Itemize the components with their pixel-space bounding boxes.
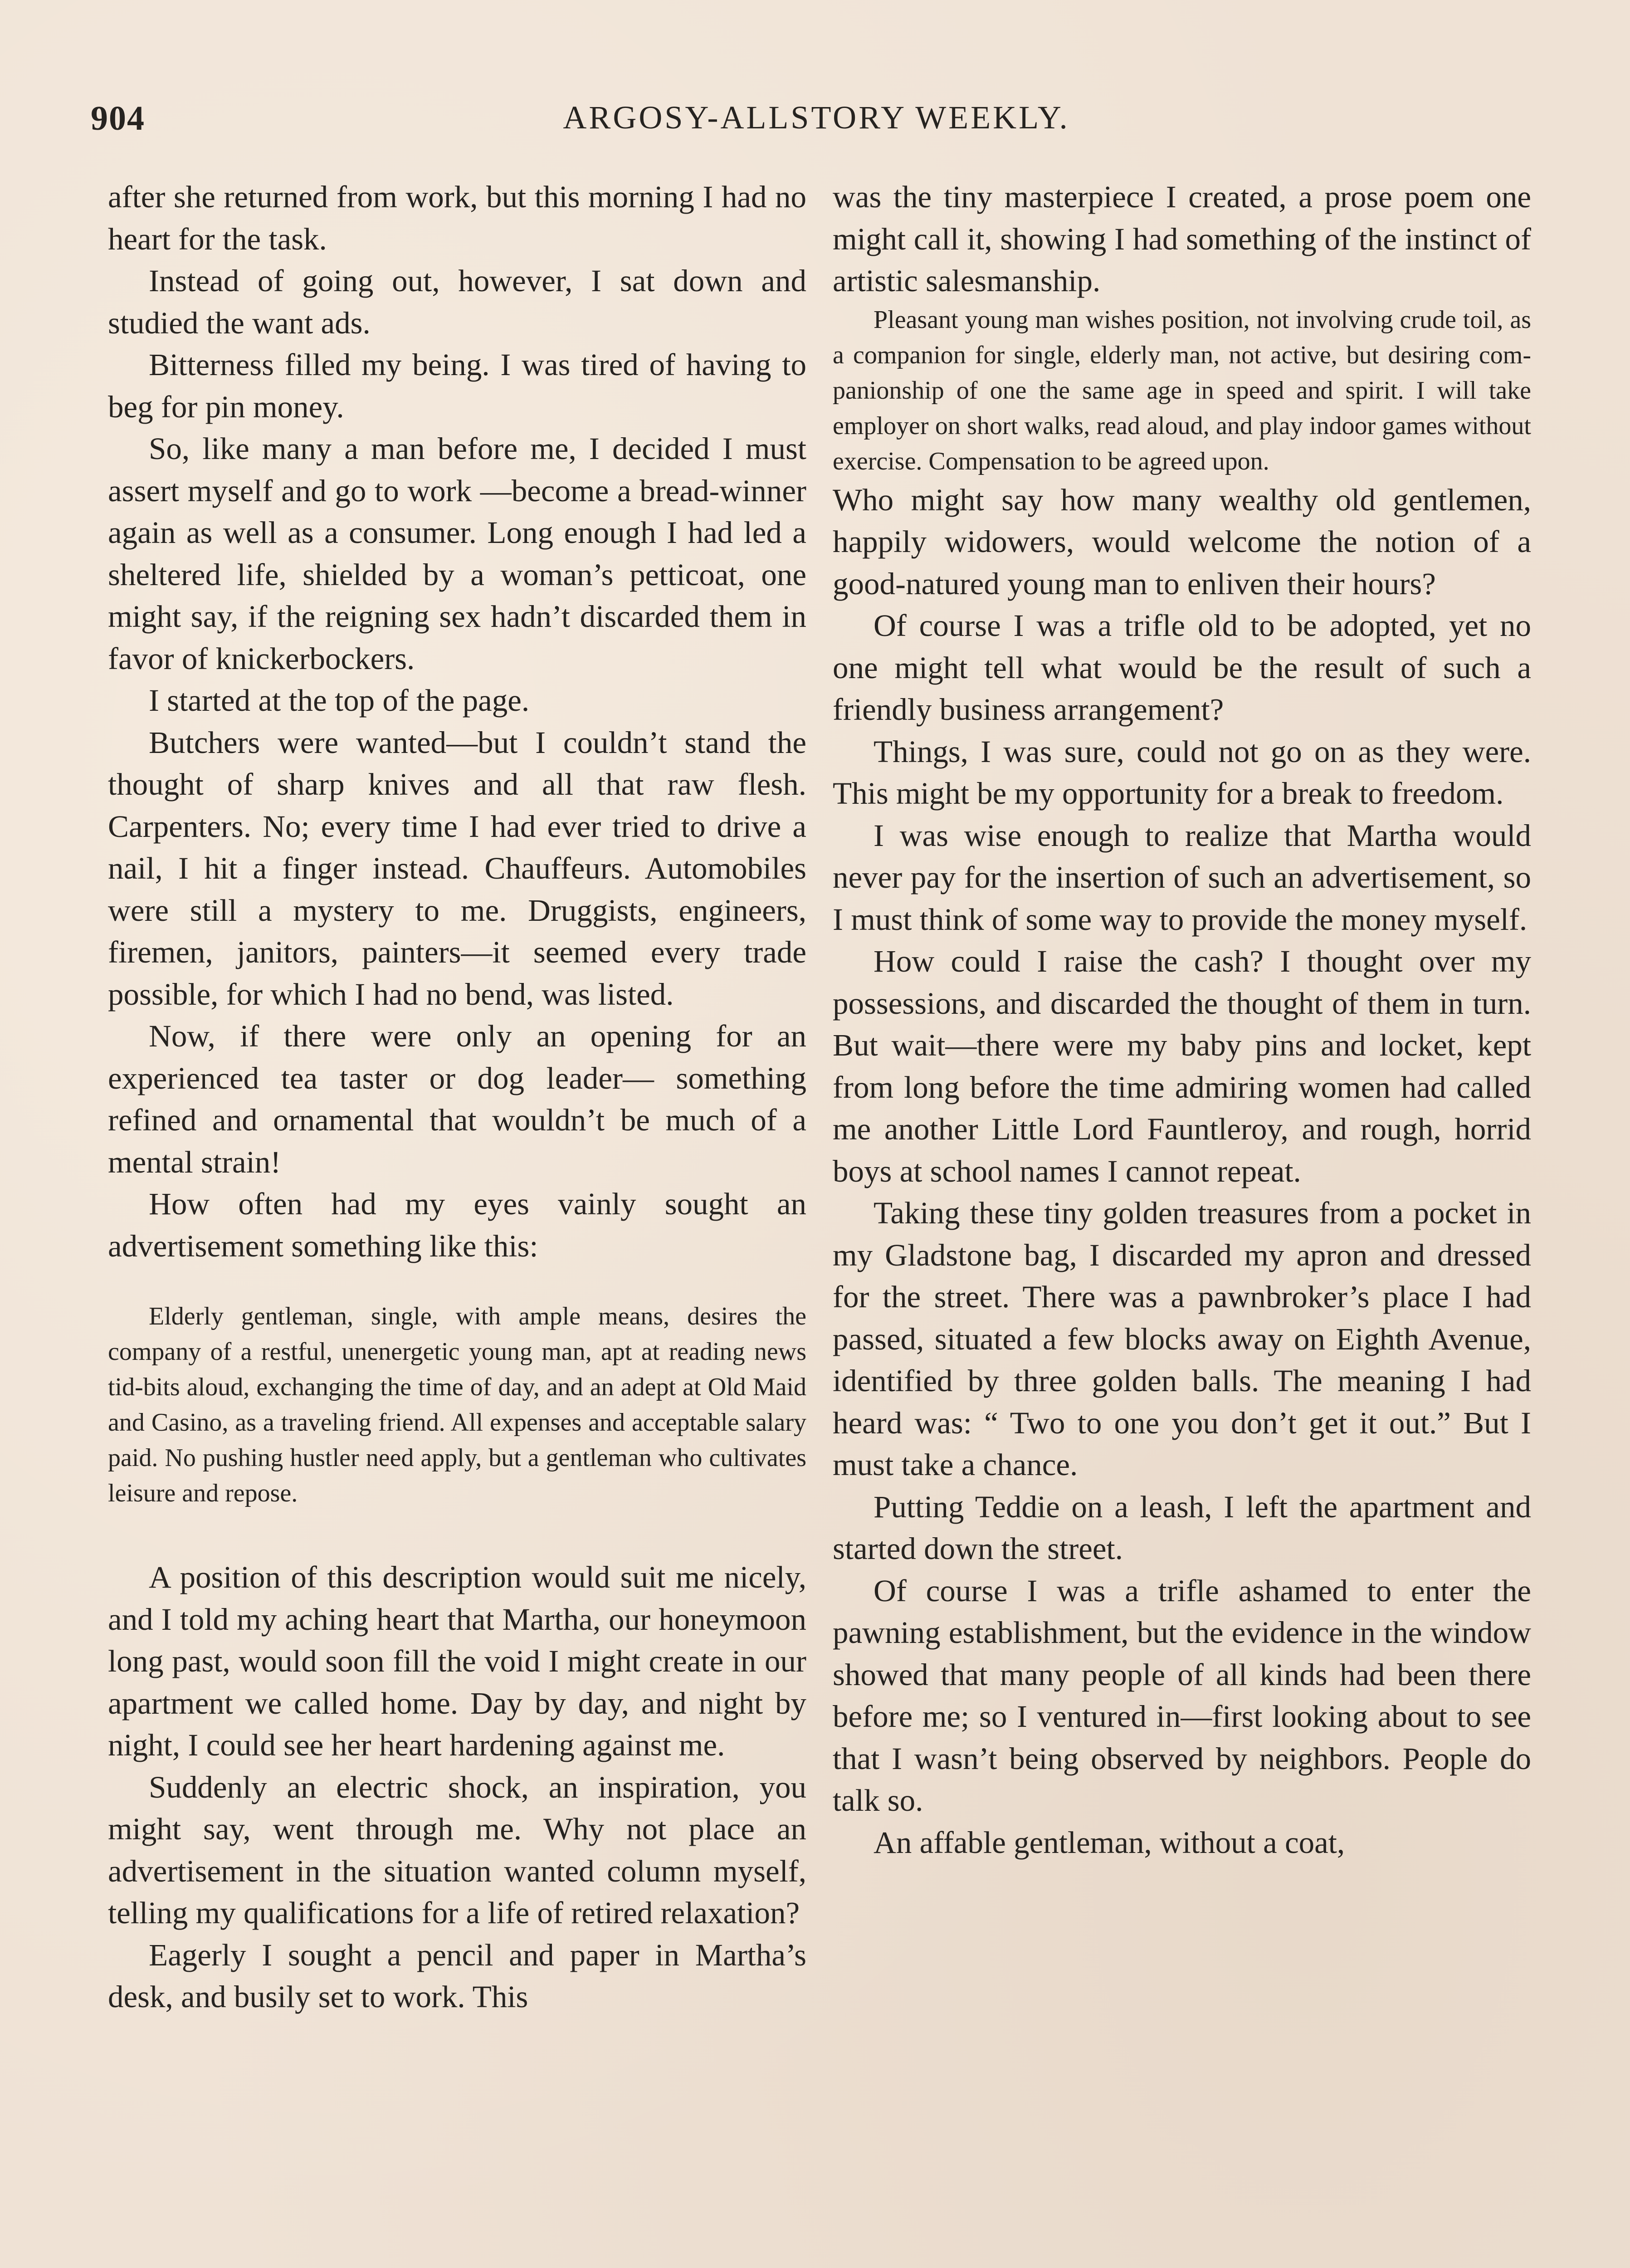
paragraph: How often had my eyes vainly sought an advertisement something like this: (108, 1187, 806, 1263)
page-header (91, 99, 1542, 149)
paragraph: Suddenly an electric shock, an inspiration, you might say, went through me. Why not place an advertisement in the situation wanted column myself, telling my qualifications for a life of retired relaxation? (108, 1769, 806, 1930)
page-number: 904 (91, 99, 145, 137)
paragraph: after she returned from work, but this morning I had no heart for the task. (108, 180, 806, 256)
paragraph: Instead of going out, however, I sat down and studied the want ads. (108, 264, 806, 340)
paragraph: Who might say how many wealthy old gentlemen, happily widowers, would welcome the notion of a good-natured young man to enliven their hours? (833, 482, 1531, 601)
paragraph: Butchers were wanted—but I couldn’t stand the thought of sharp knives and all that raw flesh. Carpenters. No; every time I had ever tried to drive a nail, I hit a finger instead. Chauffeurs. Automobiles were still a mystery to me. Druggists, engineers, firemen, janitors, painters—it seemed every trade possible, for which I had no bend, was listed. (108, 725, 806, 1012)
paragraph: Eagerly I sought a pencil and paper in Martha’s desk, and busily set to work. This (108, 1937, 806, 2014)
quoted-advertisement: Elderly gentleman, single, with ample means, desires the company of a restful, unenergetic young man, apt at reading news tid-bits aloud, exchanging the time of day, and an adept at Old Maid and Casino, as a traveling friend. All expenses and acceptable salary paid. No pushing hustler need apply, but a gentleman who cultivates leisure and repose. (108, 1302, 806, 1507)
quoted-advertisement: Pleasant young man wishes position, not involving crude toil, as a companion for single, elderly man, not active, but desiring companionship of one the same age in speed and spirit. I will take employer on short walks, read aloud, and play indoor games without exercise. Compensation to be agreed upon. (833, 305, 1531, 475)
paragraph: A position of this description would suit me nicely, and I told my aching heart that Martha, our honeymoon long past, would soon fill the void I might create in our apartment we called home. Day by day, and night by night, I could see her heart hardening against me. (108, 1560, 806, 1762)
paragraph: was the tiny masterpiece I created, a prose poem one might call it, showing I had something of the instinct of artistic salesmanship. (833, 180, 1531, 298)
running-head: ARGOSY-ALLSTORY WEEKLY. (563, 99, 1070, 136)
paragraph: Bitterness filled my being. I was tired of having to beg for pin money. (108, 347, 806, 424)
paragraph: I started at the top of the page. (149, 683, 530, 718)
paragraph: Now, if there were only an opening for an experienced tea taster or dog leader— something refined and ornamental that wouldn’t be much of a mental strain! (108, 1019, 806, 1179)
paragraph: So, like many a man before me, I decided I must assert myself and go to work —become a bread-winner again as well as a consumer. Long enough I had led a sheltered life, shielded by a woman’s petticoat, one might say, if the reigning sex hadn’t discarded them in favor of knickerbockers. (108, 431, 806, 676)
left-column (108, 176, 806, 2018)
paragraph: An affable gentleman, without a coat, (874, 1825, 1345, 1860)
paragraph: Taking these tiny golden treasures from a pocket in my Gladstone bag, I discarded my apron and dressed for the street. There was a pawnbroker’s place I had passed, situated a few blocks away on Eighth Avenue, identified by three golden balls. The meaning I had heard was: “ Two to one you don’t get it out.” But I must take a chance. (833, 1196, 1531, 1482)
paragraph: I was wise enough to realize that Martha would never pay for the insertion of such an advertisement, so I must think of some way to provide the money myself. (833, 818, 1531, 937)
paragraph: How could I raise the cash? I thought over my possessions, and discarded the thought of them in turn. But wait—there were my baby pins and locket, kept from long before the time admiring women had called me another Little Lord Fauntleroy, and rough, horrid boys at school names I cannot repeat. (833, 944, 1531, 1188)
paragraph: Of course I was a trifle ashamed to enter the pawning establishment, but the evidence in the window showed that many people of all kinds had been there before me; so I ventured in—first looking about to see that I wasn’t being observed by neighbors. People do talk so. (833, 1573, 1531, 1818)
paragraph: Putting Teddie on a leash, I left the apartment and started down the street. (833, 1489, 1531, 1566)
right-column (833, 176, 1531, 1863)
paragraph: Of course I was a trifle old to be adopted, yet no one might tell what would be the result of such a friendly business arrangement? (833, 608, 1531, 727)
paragraph: Things, I was sure, could not go on as they were. This might be my opportunity for a break to freedom. (833, 734, 1531, 811)
